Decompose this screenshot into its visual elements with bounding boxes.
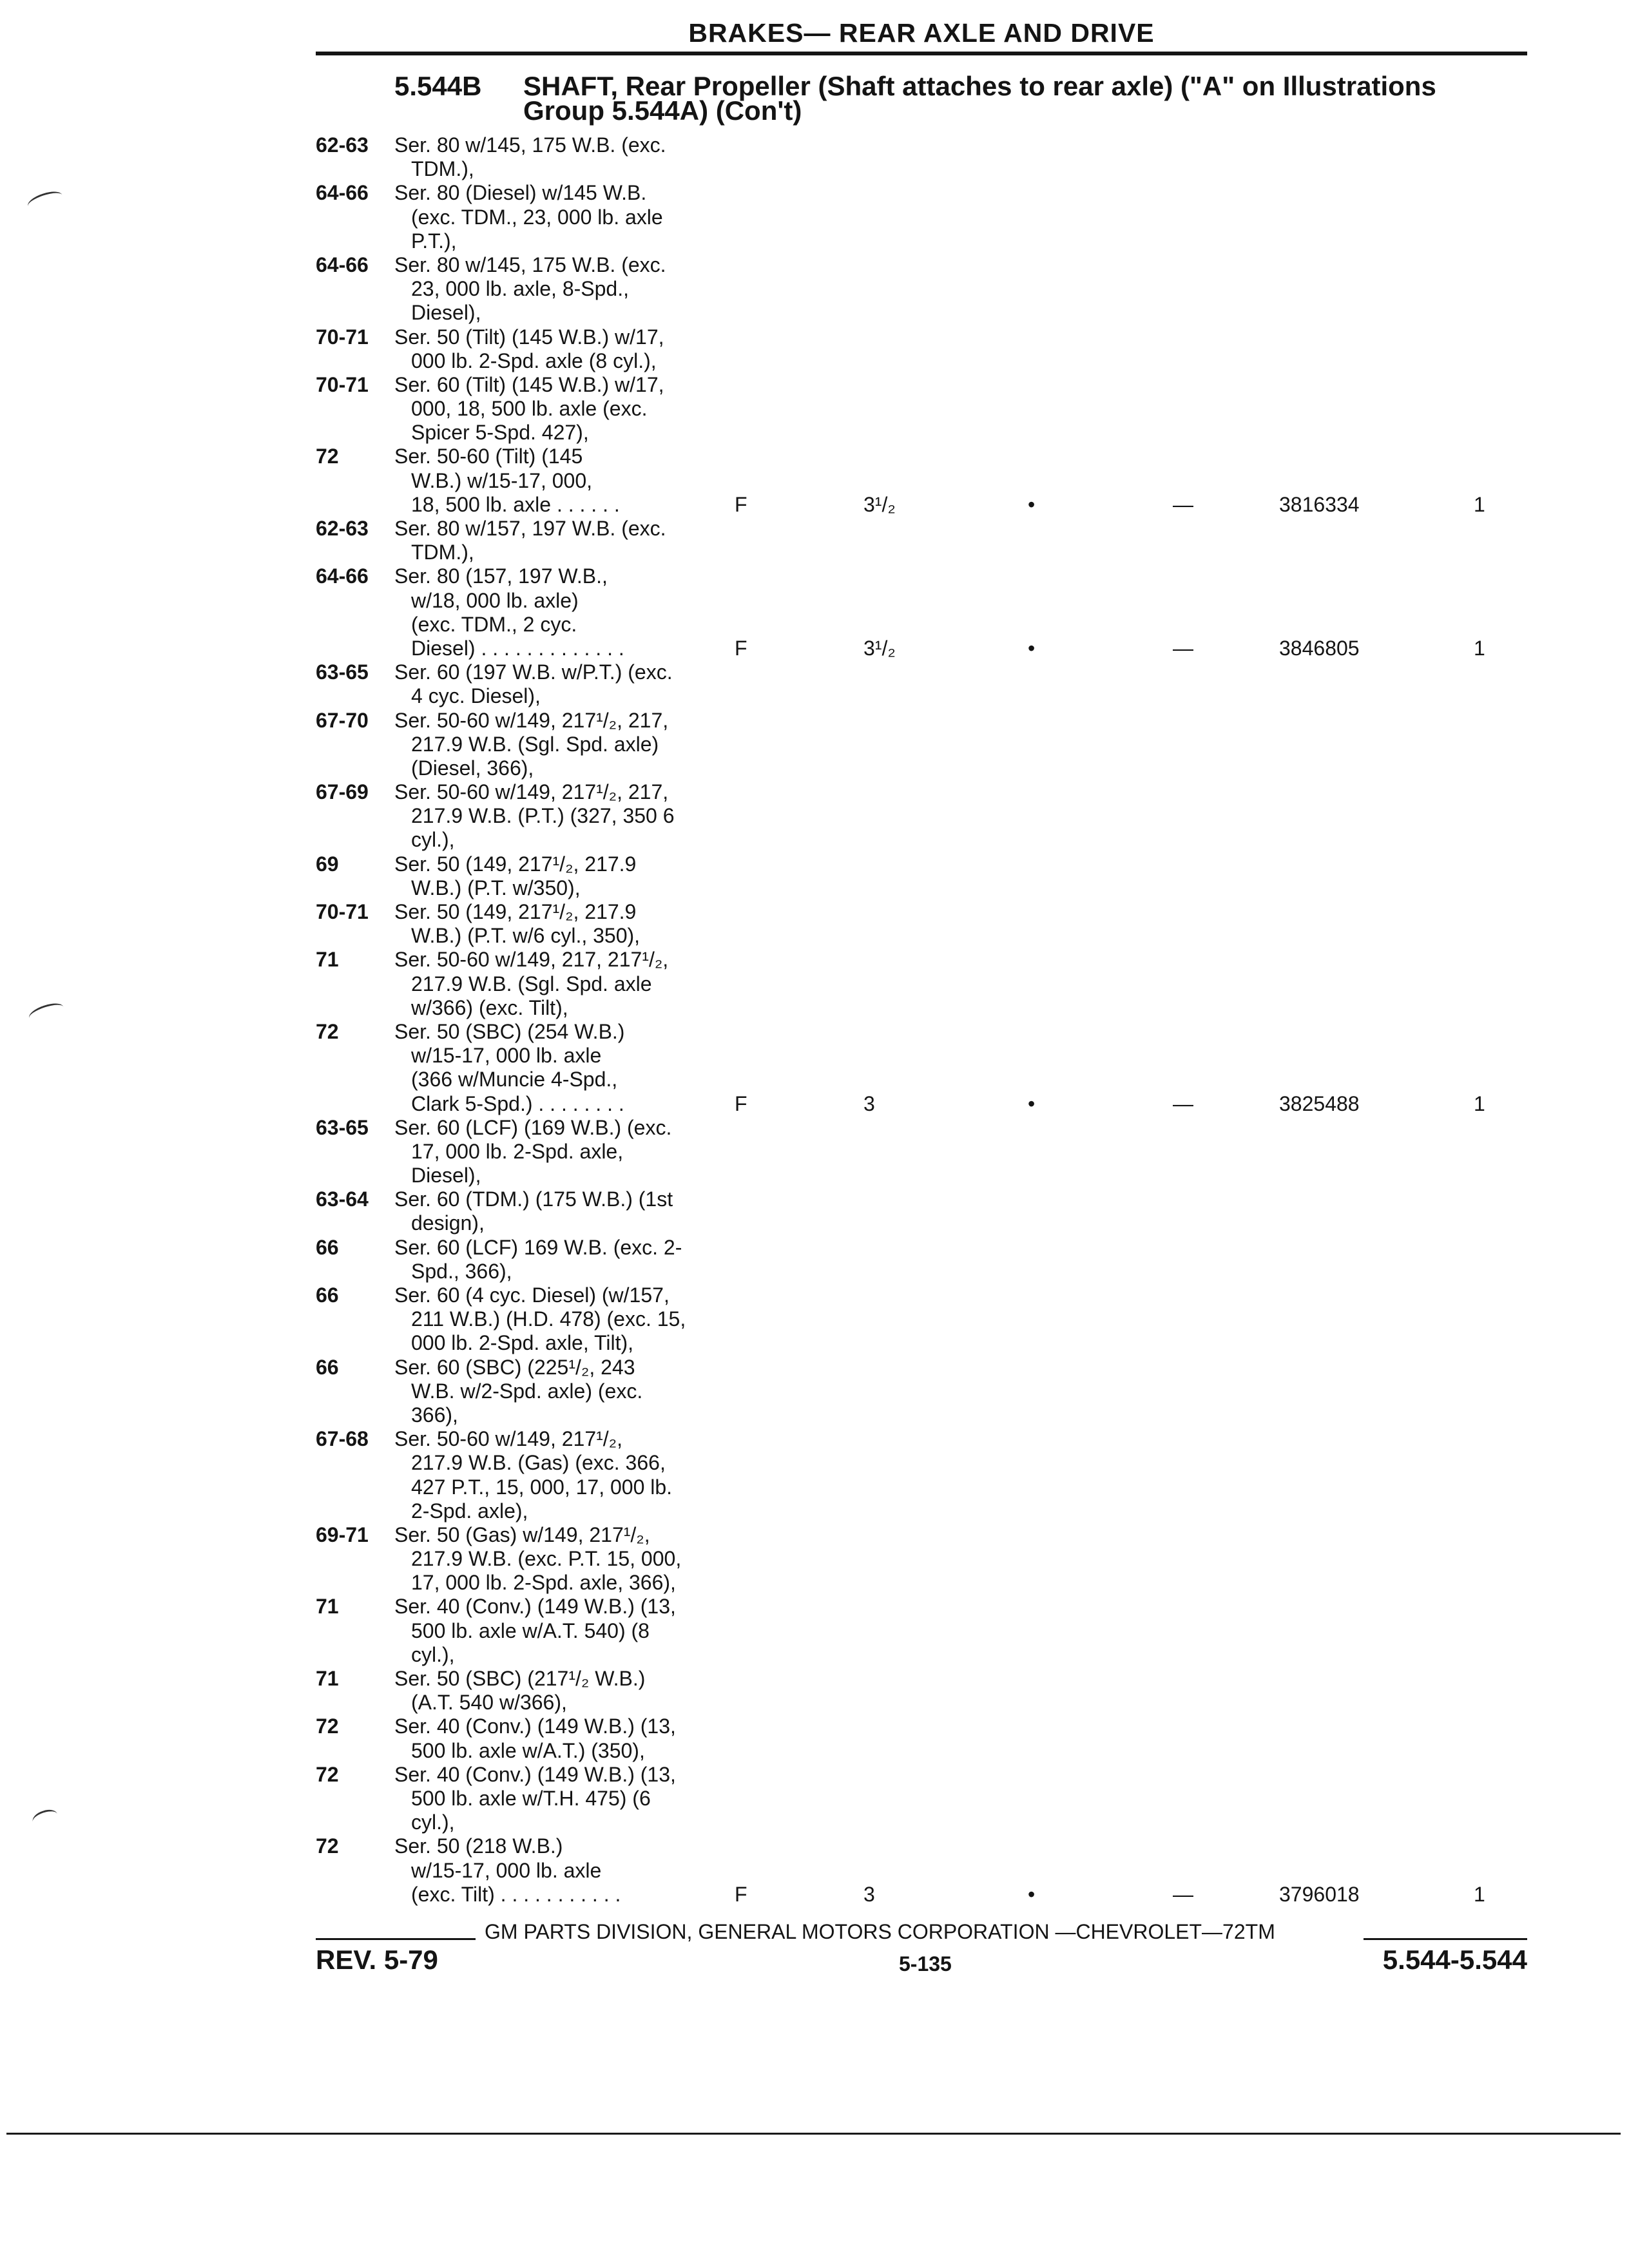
entry-line bbox=[316, 445, 1540, 468]
model-years: 72 bbox=[316, 1715, 339, 1738]
part-entry bbox=[316, 900, 1540, 948]
dash-mark: — bbox=[1173, 1091, 1193, 1115]
footer-rule-right bbox=[1364, 1938, 1527, 1940]
entry-line bbox=[316, 1499, 1540, 1523]
application-text: 217.9 W.B. (P.T.) (327, 350 6 bbox=[411, 804, 675, 828]
application-text: 000, 18, 500 lb. axle (exc. bbox=[411, 397, 648, 421]
quantity: 1 bbox=[1474, 1091, 1485, 1115]
entry-line bbox=[316, 637, 1540, 660]
entry-line bbox=[316, 1379, 1540, 1403]
application-text: 000 lb. 2-Spd. axle, Tilt), bbox=[411, 1331, 634, 1355]
model-years: 62-63 bbox=[316, 133, 369, 157]
part-entry bbox=[316, 325, 1540, 373]
quantity: 1 bbox=[1474, 636, 1485, 660]
application-text: Ser. 50 (Tilt) (145 W.B.) w/17, bbox=[394, 325, 664, 349]
model-years: 70-71 bbox=[316, 372, 369, 396]
entry-line bbox=[316, 996, 1540, 1020]
entry-line bbox=[316, 1260, 1540, 1283]
entry-line bbox=[316, 1211, 1540, 1235]
scan-bottom-rule bbox=[6, 2133, 1621, 2135]
application-text: Ser. 50-60 w/149, 217¹/₂, bbox=[394, 1427, 622, 1451]
entry-line bbox=[316, 1739, 1540, 1763]
entry-line bbox=[316, 1116, 1540, 1140]
entry-line bbox=[316, 876, 1540, 900]
revision-label: REV. 5-79 bbox=[316, 1945, 438, 1975]
application-text: cyl.), bbox=[411, 1811, 455, 1834]
part-entry bbox=[316, 1834, 1540, 1907]
hole-punch-mark bbox=[27, 1000, 66, 1025]
entry-line bbox=[316, 684, 1540, 708]
bullet-mark: • bbox=[1028, 492, 1036, 516]
application-text: Ser. 50 (Gas) w/149, 217¹/₂, bbox=[394, 1523, 650, 1546]
entry-line bbox=[316, 1187, 1540, 1211]
part-type: F bbox=[735, 636, 747, 660]
model-years: 66 bbox=[316, 1355, 339, 1379]
part-entry bbox=[316, 1667, 1540, 1715]
entry-line bbox=[316, 1451, 1540, 1475]
entry-line bbox=[316, 373, 1540, 397]
entry-line bbox=[316, 900, 1540, 924]
entry-line bbox=[316, 1667, 1540, 1691]
dash-mark: — bbox=[1173, 1882, 1193, 1906]
section-range: 5.544-5.544 bbox=[1382, 1945, 1527, 1975]
model-years: 71 bbox=[316, 948, 339, 972]
part-entry bbox=[316, 181, 1540, 253]
application-text: 23, 000 lb. axle, 8-Spd., bbox=[411, 277, 629, 301]
entry-line bbox=[316, 852, 1540, 876]
entry-line bbox=[316, 1715, 1540, 1738]
application-text: Ser. 50-60 w/149, 217¹/₂, 217, bbox=[394, 780, 669, 804]
entry-line bbox=[316, 421, 1540, 445]
shaft-size: 3¹/₂ bbox=[863, 636, 896, 660]
application-text: Ser. 60 (Tilt) (145 W.B.) w/17, bbox=[394, 372, 664, 396]
entry-line bbox=[316, 493, 1540, 517]
application-text: W.B.) (P.T. w/6 cyl., 350), bbox=[411, 924, 641, 948]
part-type: F bbox=[735, 1091, 747, 1115]
model-years: 63-64 bbox=[316, 1187, 369, 1211]
model-years: 72 bbox=[316, 1834, 339, 1858]
entry-line bbox=[316, 1595, 1540, 1619]
entry-line bbox=[316, 660, 1540, 684]
application-text: 217.9 W.B. (exc. P.T. 15, 000, bbox=[411, 1547, 682, 1571]
application-text: W.B. w/2-Spd. axle) (exc. bbox=[411, 1379, 643, 1403]
entry-line bbox=[316, 1619, 1540, 1643]
entry-line bbox=[316, 1763, 1540, 1787]
entry-line bbox=[316, 589, 1540, 613]
application-text: Ser. 50-60 (Tilt) (145 bbox=[394, 445, 583, 468]
application-text: 18, 500 lb. axle . . . . . . bbox=[411, 492, 620, 516]
footer-rule-left bbox=[316, 1938, 476, 1940]
application-text: Ser. 50-60 w/149, 217, 217¹/₂, bbox=[394, 948, 669, 972]
part-entry bbox=[316, 1116, 1540, 1188]
entry-line bbox=[316, 133, 1540, 157]
application-text: Diesel) . . . . . . . . . . . . . bbox=[411, 636, 624, 660]
model-years: 71 bbox=[316, 1595, 339, 1619]
model-years: 72 bbox=[316, 1019, 339, 1043]
part-entry bbox=[316, 852, 1540, 900]
application-text: P.T.), bbox=[411, 229, 457, 253]
bullet-mark: • bbox=[1028, 1091, 1036, 1115]
model-years: 71 bbox=[316, 1667, 339, 1690]
application-text: w/15-17, 000 lb. axle bbox=[411, 1858, 602, 1882]
application-text: 500 lb. axle w/A.T. 540) (8 bbox=[411, 1619, 650, 1642]
application-text: (Diesel, 366), bbox=[411, 756, 534, 780]
entry-line bbox=[316, 301, 1540, 325]
application-text: (exc. TDM., 2 cyc. bbox=[411, 612, 577, 636]
section-title-continued: Group 5.544A) (Con't) bbox=[523, 95, 802, 126]
application-text: Ser. 80 (Diesel) w/145 W.B. bbox=[394, 181, 647, 205]
part-number: 3796018 bbox=[1279, 1882, 1360, 1906]
entry-line bbox=[316, 828, 1540, 852]
application-text: Ser. 80 w/145, 175 W.B. (exc. bbox=[394, 133, 666, 157]
application-text: 500 lb. axle w/T.H. 475) (6 bbox=[411, 1786, 651, 1810]
model-years: 72 bbox=[316, 1762, 339, 1786]
application-text: 217.9 W.B. (Gas) (exc. 366, bbox=[411, 1451, 666, 1475]
application-text: cyl.), bbox=[411, 1642, 455, 1666]
model-years: 70-71 bbox=[316, 325, 369, 349]
application-text: (exc. Tilt) . . . . . . . . . . . bbox=[411, 1882, 621, 1906]
entry-line bbox=[316, 277, 1540, 301]
application-text: 2-Spd. axle), bbox=[411, 1499, 528, 1523]
entry-line bbox=[316, 1140, 1540, 1164]
dash-mark: — bbox=[1173, 636, 1193, 660]
entry-line bbox=[316, 1164, 1540, 1187]
hole-punch-mark bbox=[30, 1807, 59, 1829]
part-entry bbox=[316, 1763, 1540, 1835]
entry-line bbox=[316, 157, 1540, 181]
entry-line bbox=[316, 1403, 1540, 1427]
model-years: 62-63 bbox=[316, 517, 369, 540]
entry-line bbox=[316, 1283, 1540, 1307]
application-text: Ser. 60 (197 W.B. w/P.T.) (exc. bbox=[394, 660, 673, 684]
application-text: 4 cyc. Diesel), bbox=[411, 684, 541, 708]
part-entry bbox=[316, 445, 1540, 517]
entry-line bbox=[316, 1356, 1540, 1379]
application-text: w/18, 000 lb. axle) bbox=[411, 588, 579, 612]
part-type: F bbox=[735, 492, 747, 516]
application-text: (A.T. 540 w/366), bbox=[411, 1691, 567, 1715]
entry-line bbox=[316, 206, 1540, 229]
application-text: Ser. 50 (218 W.B.) bbox=[394, 1834, 563, 1858]
entry-line bbox=[316, 181, 1540, 205]
entry-line bbox=[316, 780, 1540, 804]
entry-line bbox=[316, 1331, 1540, 1355]
part-entry bbox=[316, 373, 1540, 445]
quantity: 1 bbox=[1474, 1882, 1485, 1906]
model-years: 69 bbox=[316, 852, 339, 876]
application-text: Ser. 40 (Conv.) (149 W.B.) (13, bbox=[394, 1715, 676, 1738]
part-entry bbox=[316, 948, 1540, 1020]
model-years: 67-68 bbox=[316, 1427, 369, 1451]
application-text: Ser. 80 w/145, 175 W.B. (exc. bbox=[394, 253, 666, 276]
application-text: TDM.), bbox=[411, 157, 474, 181]
application-text: W.B.) (P.T. w/350), bbox=[411, 876, 581, 899]
application-text: TDM.), bbox=[411, 541, 474, 564]
entry-line bbox=[316, 564, 1540, 588]
application-text: Clark 5-Spd.) . . . . . . . . bbox=[411, 1091, 624, 1115]
application-text: 217.9 W.B. (Sgl. Spd. axle) bbox=[411, 732, 659, 756]
application-text: 000 lb. 2-Spd. axle (8 cyl.), bbox=[411, 349, 657, 372]
entry-line bbox=[316, 1834, 1540, 1858]
entry-line bbox=[316, 1523, 1540, 1547]
parts-list bbox=[316, 133, 1540, 1907]
entry-line bbox=[316, 1547, 1540, 1571]
part-entry bbox=[316, 1020, 1540, 1116]
entry-line bbox=[316, 541, 1540, 564]
shaft-size: 3¹/₂ bbox=[863, 492, 896, 516]
application-text: Ser. 60 (TDM.) (175 W.B.) (1st bbox=[394, 1187, 673, 1211]
entry-line bbox=[316, 1883, 1540, 1907]
application-text: Spd., 366), bbox=[411, 1259, 512, 1283]
entry-line bbox=[316, 397, 1540, 421]
part-number: 3846805 bbox=[1279, 636, 1360, 660]
application-text: Ser. 60 (LCF) (169 W.B.) (exc. bbox=[394, 1115, 672, 1139]
application-text: W.B.) w/15-17, 000, bbox=[411, 468, 593, 492]
part-type: F bbox=[735, 1882, 747, 1906]
model-years: 67-70 bbox=[316, 708, 369, 732]
entry-line bbox=[316, 1092, 1540, 1116]
entry-line bbox=[316, 613, 1540, 637]
model-years: 72 bbox=[316, 445, 339, 468]
application-text: Ser. 80 (157, 197 W.B., bbox=[394, 564, 608, 588]
application-text: 366), bbox=[411, 1403, 458, 1427]
application-text: 500 lb. axle w/A.T.) (350), bbox=[411, 1738, 645, 1762]
entry-line bbox=[316, 756, 1540, 780]
application-text: Ser. 60 (LCF) 169 W.B. (exc. 2- bbox=[394, 1235, 682, 1259]
application-text: Spicer 5-Spd. 427), bbox=[411, 421, 589, 445]
application-text: 17, 000 lb. 2-Spd. axle, 366), bbox=[411, 1571, 676, 1595]
bullet-mark: • bbox=[1028, 636, 1036, 660]
shaft-size: 3 bbox=[863, 1091, 875, 1115]
application-text: Ser. 50-60 w/149, 217¹/₂, 217, bbox=[394, 708, 669, 732]
part-entry bbox=[316, 1187, 1540, 1235]
application-text: Ser. 60 (SBC) (225¹/₂, 243 bbox=[394, 1355, 635, 1379]
part-entry bbox=[316, 780, 1540, 852]
entry-line bbox=[316, 1811, 1540, 1834]
entry-line bbox=[316, 349, 1540, 373]
entry-line bbox=[316, 1691, 1540, 1715]
entry-line bbox=[316, 517, 1540, 541]
application-text: Ser. 50 (SBC) (254 W.B.) bbox=[394, 1019, 625, 1043]
entry-line bbox=[316, 1859, 1540, 1883]
model-years: 66 bbox=[316, 1283, 339, 1307]
section-number: 5.544B bbox=[394, 71, 482, 101]
application-text: Ser. 40 (Conv.) (149 W.B.) (13, bbox=[394, 1595, 676, 1619]
entry-line bbox=[316, 1643, 1540, 1667]
entry-line bbox=[316, 733, 1540, 756]
part-entry bbox=[316, 709, 1540, 781]
application-text: Ser. 50 (149, 217¹/₂, 217.9 bbox=[394, 852, 637, 876]
quantity: 1 bbox=[1474, 492, 1485, 516]
entry-line bbox=[316, 1307, 1540, 1331]
model-years: 63-65 bbox=[316, 660, 369, 684]
model-years: 64-66 bbox=[316, 181, 369, 205]
application-text: (366 w/Muncie 4-Spd., bbox=[411, 1068, 618, 1091]
shaft-size: 3 bbox=[863, 1882, 875, 1906]
part-entry bbox=[316, 1356, 1540, 1428]
application-text: Ser. 50 (149, 217¹/₂, 217.9 bbox=[394, 900, 637, 923]
application-text: Ser. 60 (4 cyc. Diesel) (w/157, bbox=[394, 1283, 670, 1307]
part-entry bbox=[316, 1715, 1540, 1762]
entry-line bbox=[316, 709, 1540, 733]
model-years: 64-66 bbox=[316, 253, 369, 276]
part-entry bbox=[316, 517, 1540, 564]
entry-line bbox=[316, 1571, 1540, 1595]
model-years: 67-69 bbox=[316, 780, 369, 804]
application-text: 217.9 W.B. (Sgl. Spd. axle bbox=[411, 972, 652, 995]
dash-mark: — bbox=[1173, 492, 1193, 516]
entry-line bbox=[316, 948, 1540, 972]
part-entry bbox=[316, 1427, 1540, 1523]
application-text: w/366) (exc. Tilt), bbox=[411, 995, 568, 1019]
entry-line bbox=[316, 1068, 1540, 1091]
part-entry bbox=[316, 1595, 1540, 1667]
application-text: cyl.), bbox=[411, 828, 455, 852]
page-header-title: BRAKES— REAR AXLE AND DRIVE bbox=[688, 18, 1155, 48]
entry-line bbox=[316, 229, 1540, 253]
application-text: (exc. TDM., 23, 000 lb. axle bbox=[411, 205, 663, 229]
entry-line bbox=[316, 1044, 1540, 1068]
bullet-mark: • bbox=[1028, 1882, 1036, 1906]
application-text: Ser. 50 (SBC) (217¹/₂ W.B.) bbox=[394, 1667, 646, 1690]
entry-line bbox=[316, 1236, 1540, 1260]
entry-line bbox=[316, 972, 1540, 996]
model-years: 64-66 bbox=[316, 564, 369, 588]
application-text: Ser. 40 (Conv.) (149 W.B.) (13, bbox=[394, 1762, 676, 1786]
part-entry bbox=[316, 1283, 1540, 1356]
page-number: 5-135 bbox=[899, 1952, 952, 1975]
application-text: design), bbox=[411, 1211, 485, 1235]
footer-publisher-text: GM PARTS DIVISION, GENERAL MOTORS CORPORATION —CHEVROLET—72TM bbox=[485, 1920, 1275, 1943]
application-text: w/15-17, 000 lb. axle bbox=[411, 1044, 602, 1068]
entry-line bbox=[316, 1427, 1540, 1451]
hole-punch-mark bbox=[26, 188, 64, 213]
part-number: 3816334 bbox=[1279, 492, 1360, 516]
model-years: 70-71 bbox=[316, 900, 369, 923]
application-text: Diesel), bbox=[411, 1164, 481, 1187]
entry-line bbox=[316, 253, 1540, 277]
part-entry bbox=[316, 133, 1540, 181]
model-years: 69-71 bbox=[316, 1523, 369, 1546]
entry-line bbox=[316, 1475, 1540, 1499]
application-text: 211 W.B.) (H.D. 478) (exc. 15, bbox=[411, 1307, 686, 1331]
application-text: 427 P.T., 15, 000, 17, 000 lb. bbox=[411, 1475, 673, 1499]
part-entry bbox=[316, 1236, 1540, 1283]
application-text: Ser. 80 w/157, 197 W.B. (exc. bbox=[394, 517, 666, 540]
part-entry bbox=[316, 564, 1540, 660]
header-rule bbox=[316, 52, 1527, 55]
model-years: 63-65 bbox=[316, 1115, 369, 1139]
entry-line bbox=[316, 325, 1540, 349]
application-text: Diesel), bbox=[411, 301, 481, 325]
entry-line bbox=[316, 469, 1540, 493]
model-years: 66 bbox=[316, 1235, 339, 1259]
entry-line bbox=[316, 1020, 1540, 1044]
entry-line bbox=[316, 924, 1540, 948]
part-entry bbox=[316, 253, 1540, 325]
entry-line bbox=[316, 804, 1540, 828]
entry-line bbox=[316, 1787, 1540, 1811]
part-number: 3825488 bbox=[1279, 1091, 1360, 1115]
part-entry bbox=[316, 660, 1540, 708]
section-title: SHAFT, Rear Propeller (Shaft attaches to rear axle) ("A" on Illustrations bbox=[523, 71, 1436, 101]
part-entry bbox=[316, 1523, 1540, 1595]
application-text: 17, 000 lb. 2-Spd. axle, bbox=[411, 1139, 624, 1163]
